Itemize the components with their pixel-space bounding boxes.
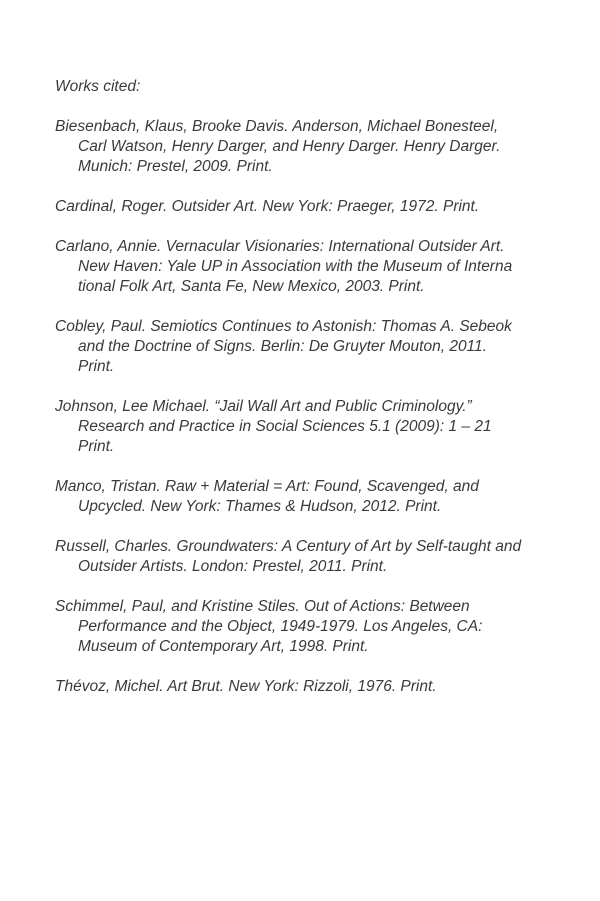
citation-entry: [55, 117, 500, 177]
citation-entry: [55, 317, 512, 377]
citation-line: Carl Watson, Henry Darger, and Henry Darger. Henry Darger.: [78, 138, 501, 155]
citation-line: Print.: [78, 358, 115, 375]
citation-line: Carlano, Annie. Vernacular Visionaries: International Outsider Art.: [55, 238, 505, 255]
citation-line: New Haven: Yale UP in Association with the Museum of Interna: [78, 258, 513, 275]
citation-line: Print.: [78, 438, 115, 455]
citation-line: Munich: Prestel, 2009. Print.: [78, 158, 273, 175]
citation-line: Schimmel, Paul, and Kristine Stiles. Out of Actions: Between: [55, 598, 470, 615]
works-cited-heading: Works cited:: [55, 78, 141, 95]
citation-line: Museum of Contemporary Art, 1998. Print.: [78, 638, 369, 655]
citation-entry: [55, 237, 512, 297]
citation-line: Johnson, Lee Michael. “Jail Wall Art and Public Criminology.”: [55, 398, 472, 415]
citation-line: Russell, Charles. Groundwaters: A Century of Art by Self-taught and: [55, 538, 522, 555]
citation-line: tional Folk Art, Santa Fe, New Mexico, 2003. Print.: [78, 278, 425, 295]
citation-line: Manco, Tristan. Raw + Material = Art: Found, Scavenged, and: [55, 478, 479, 495]
citation-entry: [55, 597, 482, 657]
citation-line: Biesenbach, Klaus, Brooke Davis. Anderson, Michael Bonesteel,: [55, 118, 499, 135]
citation-entry: [55, 677, 437, 697]
citation-line: Performance and the Object, 1949-1979. Los Angeles, CA:: [78, 618, 483, 635]
citation-line: Cobley, Paul. Semiotics Continues to Astonish: Thomas A. Sebeok: [55, 318, 512, 335]
citation-line: Cardinal, Roger. Outsider Art. New York: Praeger, 1972. Print.: [55, 198, 480, 215]
citation-entry: [55, 197, 479, 217]
citation-entry: [55, 397, 492, 457]
citation-line: and the Doctrine of Signs. Berlin: De Gruyter Mouton, 2011.: [78, 338, 487, 355]
citation-line: Research and Practice in Social Sciences 5.1 (2009): 1 – 21: [78, 418, 492, 435]
citation-line: Outsider Artists. London: Prestel, 2011. Print.: [78, 558, 388, 575]
citation-entry: [55, 537, 521, 577]
citation-entry: [55, 477, 479, 517]
citation-line: Thévoz, Michel. Art Brut. New York: Rizzoli, 1976. Print.: [55, 678, 437, 695]
citation-line: Upcycled. New York: Thames & Hudson, 2012. Print.: [78, 498, 442, 515]
